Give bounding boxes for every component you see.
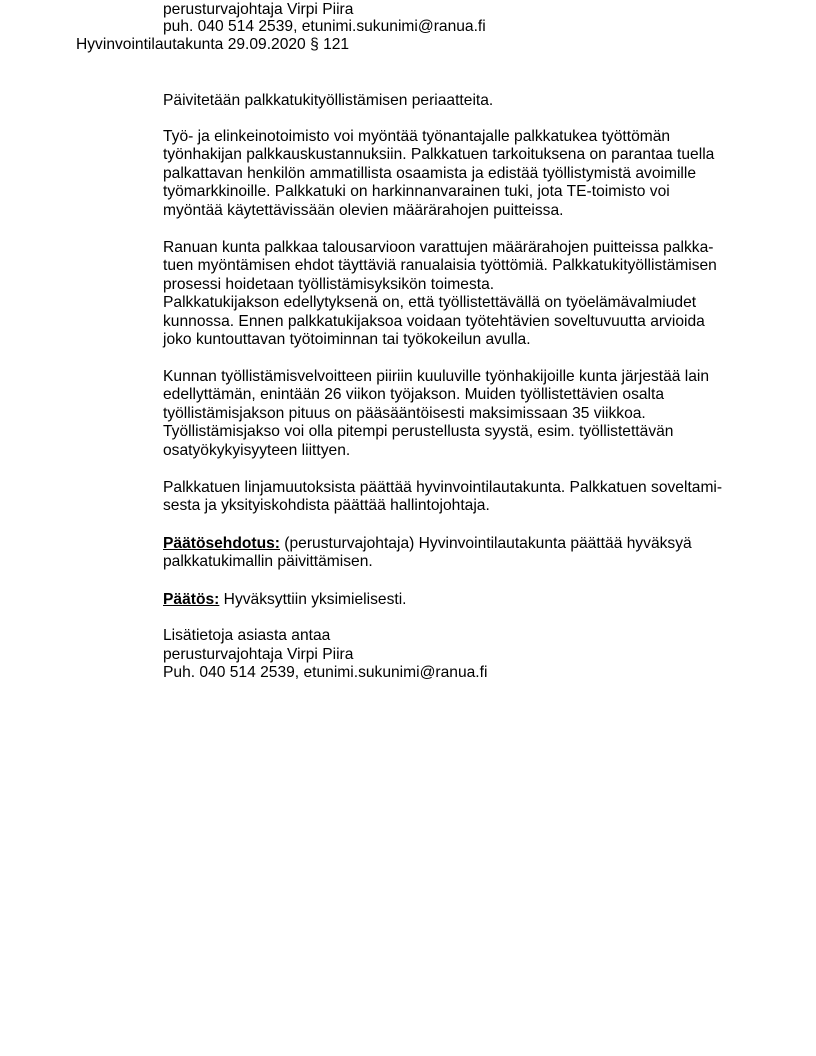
paragraph-3-line: työllistämisjakson pituus on pääsääntöisesti maksimissaan 35 viikkoa. [163, 405, 646, 422]
decision [163, 591, 407, 609]
paragraph-3-line: osatyökykyisyyteen liittyen. [163, 442, 351, 459]
header-contact-info: puh. 040 514 2539, etunimi.sukunimi@ranua.fi [163, 18, 486, 35]
decision-label: Päätös: [163, 591, 220, 608]
header-contact-title: perusturvajohtaja Virpi Piira [163, 1, 354, 18]
more-info-line: Lisätietoja asiasta antaa [163, 627, 331, 644]
more-info-line: Puh. 040 514 2539, etunimi.sukunimi@ranua.fi [163, 664, 488, 681]
decision-text: Hyväksyttiin yksimielisesti. [219, 591, 407, 608]
paragraph-2-line: prosessi hoidetaan työllistämisyksikön toimesta. [163, 276, 495, 293]
paragraph-2-line: Ranuan kunta palkkaa talousarvioon varattujen määrärahojen puitteissa palkka- [163, 239, 714, 256]
paragraph-1-line: Työ- ja elinkeinotoimisto voi myöntää työnantajalle palkkatukea työttömän [163, 128, 671, 145]
more-info-line: perusturvajohtaja Virpi Piira [163, 646, 354, 663]
intro-text: Päivitetään palkkatukityöllistämisen periaatteita. [163, 92, 494, 109]
decision-proposal [163, 535, 692, 553]
paragraph-3-line: Työllistämisjakso voi olla pitempi perustellusta syystä, esim. työllistettävän [163, 423, 674, 440]
paragraph-2-line: tuen myöntämisen ehdot täyttäviä ranualaisia työttömiä. Palkkatukityöllistämisen [163, 257, 717, 274]
proposal-label: Päätösehdotus: [163, 535, 280, 552]
paragraph-1-line: työmarkkinoille. Palkkatuki on harkinnanvarainen tuki, jota TE-toimisto voi [163, 183, 670, 200]
paragraph-3-line: Kunnan työllistämisvelvoitteen piiriin kuuluville työnhakijoille kunta järjestää lain [163, 368, 710, 385]
paragraph-1-line: työnhakijan palkkauskustannuksiin. Palkkatuen tarkoituksena on parantaa tuella [163, 146, 715, 163]
proposal-text-continued: palkkatukimallin päivittämisen. [163, 553, 373, 570]
proposal-text: (perusturvajohtaja) Hyvinvointilautakunta päättää hyväksyä [279, 535, 692, 552]
meeting-reference: Hyvinvointilautakunta 29.09.2020 § 121 [76, 36, 350, 53]
paragraph-2-line: kunnossa. Ennen palkkatukijaksoa voidaan työtehtävien soveltuvuutta arvioida [163, 313, 705, 330]
paragraph-1-line: myöntää käytettävissään olevien määrärahojen puitteissa. [163, 202, 564, 219]
paragraph-4-line: Palkkatuen linjamuutoksista päättää hyvinvointilautakunta. Palkkatuen soveltami- [163, 479, 723, 496]
paragraph-1-line: palkattavan henkilön ammatillista osaamista ja edistää työllistymistä avoimille [163, 165, 697, 182]
paragraph-4-line: sesta ja yksityiskohdista päättää hallintojohtaja. [163, 497, 490, 514]
paragraph-2-line: Palkkatukijakson edellytyksenä on, että työllistettävällä on työelämävalmiudet [163, 294, 697, 311]
paragraph-3-line: edellyttämän, enintään 26 viikon työjakson. Muiden työllistettävien osalta [163, 386, 665, 403]
paragraph-2-line: joko kuntouttavan työtoiminnan tai työkokeilun avulla. [163, 331, 531, 348]
